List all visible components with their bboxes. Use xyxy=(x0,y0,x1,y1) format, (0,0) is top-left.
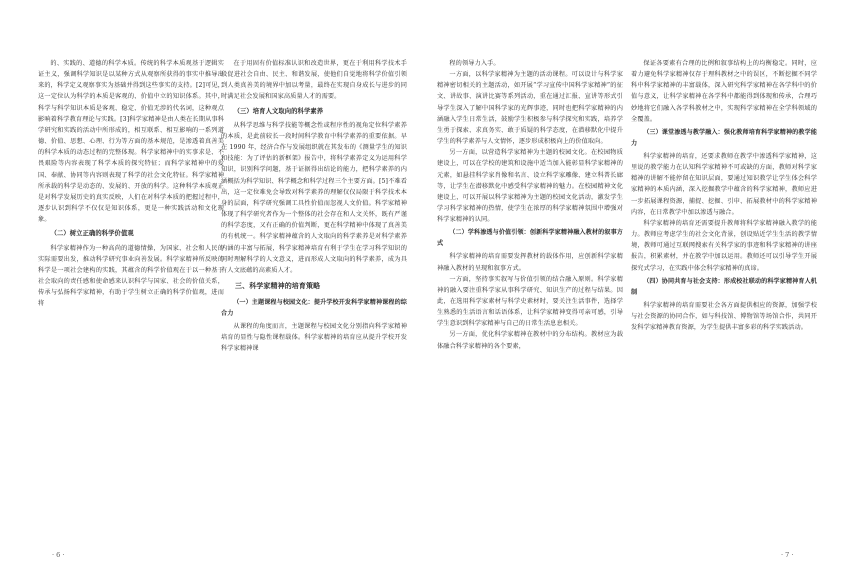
paragraph: 科学家精神的培育，还要求教师在教学中渗透科学家精神，这里说的教学能力在认知科学家精神不可或缺的方面，教师对科学家精神的讲解不能停留在知识层面，要通过知识教学让学生体会科学家精神的本质内涵，深入挖掘教学中蕴含的科学家精神，教师应进一步拓展课程资源，捕捉、挖掘、引申、拓展教材中的科学家精神内容，在日常教学中加以渗透与融合。 xyxy=(631,152,817,216)
right-page-column-1 xyxy=(437,58,623,545)
paragraph: 科学家精神作为一种高尚的道德情操，为国家、社会和人民的实际需要出发，推动科学研究事业向善发展。科学家精神所反映的科学是一项社会建构的实践，其蕴含的科学价值观在于以一种基于社会取向的责任感和使命感来认识科学与国家、社会的价值关系，传承与弘扬科学家精神，有助于学生树立正确的科学价值观，进而将 xyxy=(38,244,224,308)
subsection-heading: （四）协同共育与社会支持：形成校社联动的科学家精神育人机制 xyxy=(631,277,817,296)
section-heading: 三、科学家精神的培育策略 xyxy=(235,281,321,290)
left-page-column-1 xyxy=(38,58,224,545)
paragraph: 一方面，坚持事实叙写与价值引领的结合融入原则。科学家精神的融入要注重科学家从事科学研究、知识生产的过程与结果。因此，在选用科学家素材与科学史素材时，要关注生活事件，选择学生熟悉的生活语言和话语体系，让科学家精神变得可亲可感，引导学生意识到科学家精神与自己的日常生活息息相关。 xyxy=(437,275,623,328)
paragraph: 的、实践的、道德的科学本质。传统的科学本质观基于逻辑实证主义，强调科学知识是以某种方式从观察所获得的事实中推导出来的，科学定义观察事实为基础并得到这些事实的支持。[2]可见，这一定位认为科学的本质是客观的、价值中立的知识体系。其中，科学与科学知识本质是客观、稳定、价值无涉的代名词，这种观点影响着科学教育理论与实践。[3]科学家精神是由人类在长期从事科学研究和实践的活动中所形成的，相互联系、相互影响的一系列道德、价值、思想、心理、行为等方面的基本规范，是渗透着真善美的科学本质的动态过程的完整体现。科学家精神中的实事求是、不畏艰险等内容表现了科学本质的探究特征；而科学家精神中的爱国、奉献、协同等内容则表现了科学的社会文化特征。科学家精神所承载的科学是动态的、发展的、开放的科学。这种科学本质观正是对科学发展历史的真实反映，人们在对科学本质的把握过程中，逐步认识到科学不仅仅是知识体系，更是一种实践活动和文化现象。 xyxy=(38,60,224,224)
paragraph: 科学家精神的培育需要发挥教材的载体作用，应创新科学家精神融入教材的呈现和叙事方式。 xyxy=(437,253,623,272)
paragraph: 科学家精神的培育需要社会各方面提供相应的资源，加强学校与社会资源的协同合作，如与科技馆、博物馆等场馆合作，共同开发科学家精神教育资源，为学生提供丰富多彩的科学实践活动。 xyxy=(631,301,817,331)
page-number: · 7 · xyxy=(781,551,794,559)
paragraph: 另一方面，以营造科学家精神为主题的校园文化。在校园物质建设上，可以在学校的建筑和设施中适当加入能彰显科学家精神的元素，如悬挂科学家肖像和名言、设立科学家雕像、建立科普长廊等，让学生在潜移默化中感受科学家精神的魅力。在校园精神文化建设上，可以开展以科学家精神为主题的校园文化活动，激发学生学习科学家精神的热情，使学生在浓厚的科学家精神氛围中增强对科学家精神的认同。 xyxy=(437,149,623,224)
paragraph: 一方面，以科学家精神为主题的活动课程。可以设计与科学家精神密切相关的主题活动，如开展“学习宣传中国科学家精神”的征文、讲故事、演讲比赛等系列活动，重在通过汇报、宣讲等形式引导学生深入了解中国科学家的光辉事迹，同时也把科学家精神的内涵融入学生日常生活，鼓励学生积极参与科学探究和实践，培养学生勇于探索、求真务实、敢于质疑的科学态度，在潜移默化中提升学生的科学素养与人文情怀，逐步形成积极向上的价值取向。 xyxy=(437,71,623,146)
paragraph: 从课程的角度而言，主题课程与校园文化分别指向科学家精神培育的显性与隐性课程载体。科学家精神的培育应从提升学校开发科学家精神课 xyxy=(221,323,407,353)
section-subheading: （二）树立正确的科学价值观 xyxy=(50,230,134,238)
right-page-column-2 xyxy=(631,58,817,545)
subsection-heading: （一）主题课程与校园文化：提升学校开发科学家精神课程的综合力 xyxy=(221,299,407,318)
right-page xyxy=(425,0,850,578)
section-subheading: （三）培育人文取向的科学素养 xyxy=(233,107,324,115)
left-page-column-2 xyxy=(221,58,407,545)
paragraph: 从科学思维与科学技能等概念性或程序性的视角定位科学素养的本质，是此前较长一段时间科学教育中科学素养的重要依据。早在 1990 年，经济合作与发展组织就在其发布的《测量学生的知识和技能：为了评估的新框架》报告中，将科学素养定义为运用科学知识，识别科学问题，基于证据得出结论的能力，把科学素养的内涵概括为科学知识、科学概念和科学过程三个主要方面。[5]不难看出，这一定位难免会导致对科学素养的理解仅仅局限于科学技术本身的层面，科学研究强调工具性价值而忽视人文价值。科学家精神体现了科学研究者作为一个整体的社会存在和人文关怀，既有严谨的科学态度，又有正确的价值判断，更在科学精神中体现了真善美的有机统一。科学家精神蕴含的人文取向的科学素养是对科学素养内涵的丰富与拓展，科学家精神培育有利于学生在学习科学知识的同时理解科学的人文意义，进而形成人文取向的科学素养，成为具有人文底蕴的高素质人才。 xyxy=(221,121,407,274)
subsection-heading: （三）课堂渗透与教学融入：强化教师培育科学家精神的教学能力 xyxy=(631,128,817,147)
paragraph: 另一方面，优化科学家精神在教材中的分布结构。教材应为载体融合科学家精神的各个要素， xyxy=(437,331,623,350)
paragraph: 保证各要素有合理的比例和叙事结构上的均衡稳定。同时，应着力避免科学家精神仅存于理科教材之中的误区，不断挖掘不同学科中科学家精神的丰富载体，深入研究科学家精神在各学科中的价值与意义，让科学家精神在各学科中都能得到体现和传承，合理巧妙地将它们融入各学科教材之中，实现科学家精神在全学科领域的全覆盖。 xyxy=(631,60,817,123)
page-number: · 6 · xyxy=(52,551,65,559)
paragraph: 科学家精神的培育还需要提升教师将科学家精神融入教学的能力。教师应考虑学生的社会文化背景，创设贴近学生生活的教学情境，教师可通过互联网搜索有关科学家的事迹和科学家精神的讲座报告，积累素材，并在教学中加以运用。教师还可以引导学生开展探究式学习，在实践中体会科学家精神的真谛。 xyxy=(631,219,817,272)
paragraph: 在于用固有价值标准认识和改造世界，更在于利用科学技术手段促进社会自由、民主、和谐发展，使他们自觉地将科学价值引领到人类真善美的境界中加以考量，最终在实现自身成长与进步的同时满足社会发展和国家高质量人才的需要。 xyxy=(221,60,407,101)
subsection-heading: （二）学科渗透与价值引领：创新科学家精神融入教材的叙事方式 xyxy=(437,229,623,248)
paragraph: 程的领导力入手。 xyxy=(449,60,500,67)
